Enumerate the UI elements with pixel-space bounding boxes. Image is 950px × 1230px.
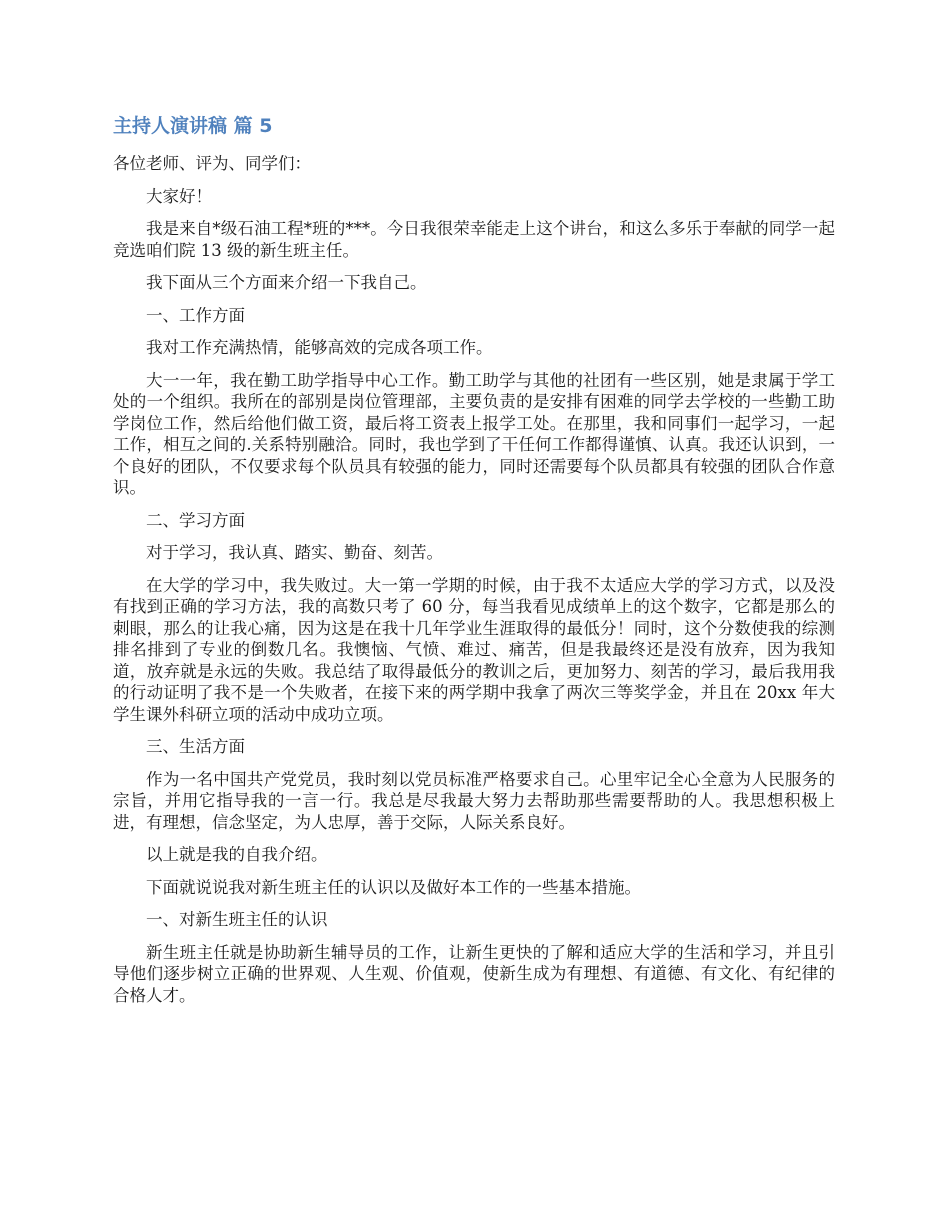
paragraph-study-detail: 在大学的学习中，我失败过。大一第一学期的时候，由于我不太适应大学的学习方式，以及没有找到正确的学习方法，我的高数只考了 60 分，每当我看见成绩单上的这个数字，它都是那么的刺眼，那么的让我心痛，因为这是在我十几年学业生涯取得的最低分！同时，这个分数使我的综测排名排到了专业的倒数几名。我懊恼、气愤、难过、痛苦，但是我最终还是没有放弃，因为我知道，放弃就是永远的失败。我总结了取得最低分的教训之后，更加努力、刻苦的学习，最后我用我的行动证明了我不是一个失败者，在接下来的两学期中我拿了两次三等奖学金，并且在 20xx 年大学生课外科研立项的活动中成功立项。 [113, 575, 835, 724]
paragraph-transition: 下面就说说我对新生班主任的认识以及做好本工作的一些基本措施。 [146, 877, 641, 897]
paragraph-work-detail: 大一一年，我在勤工助学指导中心工作。勤工助学与其他的社团有一些区别，她是隶属于学工处的一个组织。我所在的部别是岗位管理部，主要负责的是安排有困难的同学去学校的一些勤工助学岗位工作，然后给他们做工资，最后将工资表上报学工处。在那里，我和同事们一起学习，一起工作，相互之间的.关系特别融洽。同时，我也学到了干任何工作都得谨慎、认真。我还认识到，一个良好的团队，不仅要求每个队员具有较强的能力，同时还需要每个队员都具有较强的团队合作意识。 [113, 370, 835, 497]
section-heading-study: 二、学习方面 [146, 510, 245, 530]
paragraph-understanding-detail: 新生班主任就是协助新生辅导员的工作，让新生更快的了解和适应大学的生活和学习，并且引导他们逐步树立正确的世界观、人生观、价值观，使新生成为有理想、有道德、有文化、有纪律的合格人才。 [113, 942, 835, 1005]
paragraph-intro-end: 以上就是我的自我介绍。 [146, 845, 328, 864]
document-title: 主持人演讲稿 篇 5 [113, 115, 273, 137]
document-page [113, 112, 835, 1017]
paragraph-study-summary: 对于学习，我认真、踏实、勤奋、刻苦。 [146, 543, 443, 562]
section-heading-understanding: 一、对新生班主任的认识 [146, 910, 328, 929]
paragraph-work-summary: 我对工作充满热情，能够高效的完成各项工作。 [146, 338, 493, 357]
section-heading-work: 一、工作方面 [146, 305, 245, 325]
greeting-line: 各位老师、评为、同学们： [113, 154, 311, 173]
paragraph-self-introduction: 我是来自*级石油工程*班的***。今日我很荣幸能走上这个讲台，和这么多乐于奉献的同学一起竞选咱们院 13 级的新生班主任。 [113, 219, 835, 260]
paragraph-life-detail: 作为一名中国共产党党员，我时刻以党员标准严格要求自己。心里牢记全心全意为人民服务的宗旨，并用它指导我的一言一行。我总是尽我最大努力去帮助那些需要帮助的人。我思想积极上进，有理想，信念坚定，为人忠厚，善于交际，人际关系良好。 [113, 769, 835, 832]
section-heading-life: 三、生活方面 [146, 737, 245, 756]
paragraph-greeting-hello: 大家好！ [146, 186, 212, 206]
paragraph-outline: 我下面从三个方面来介绍一下我自己。 [146, 273, 427, 292]
